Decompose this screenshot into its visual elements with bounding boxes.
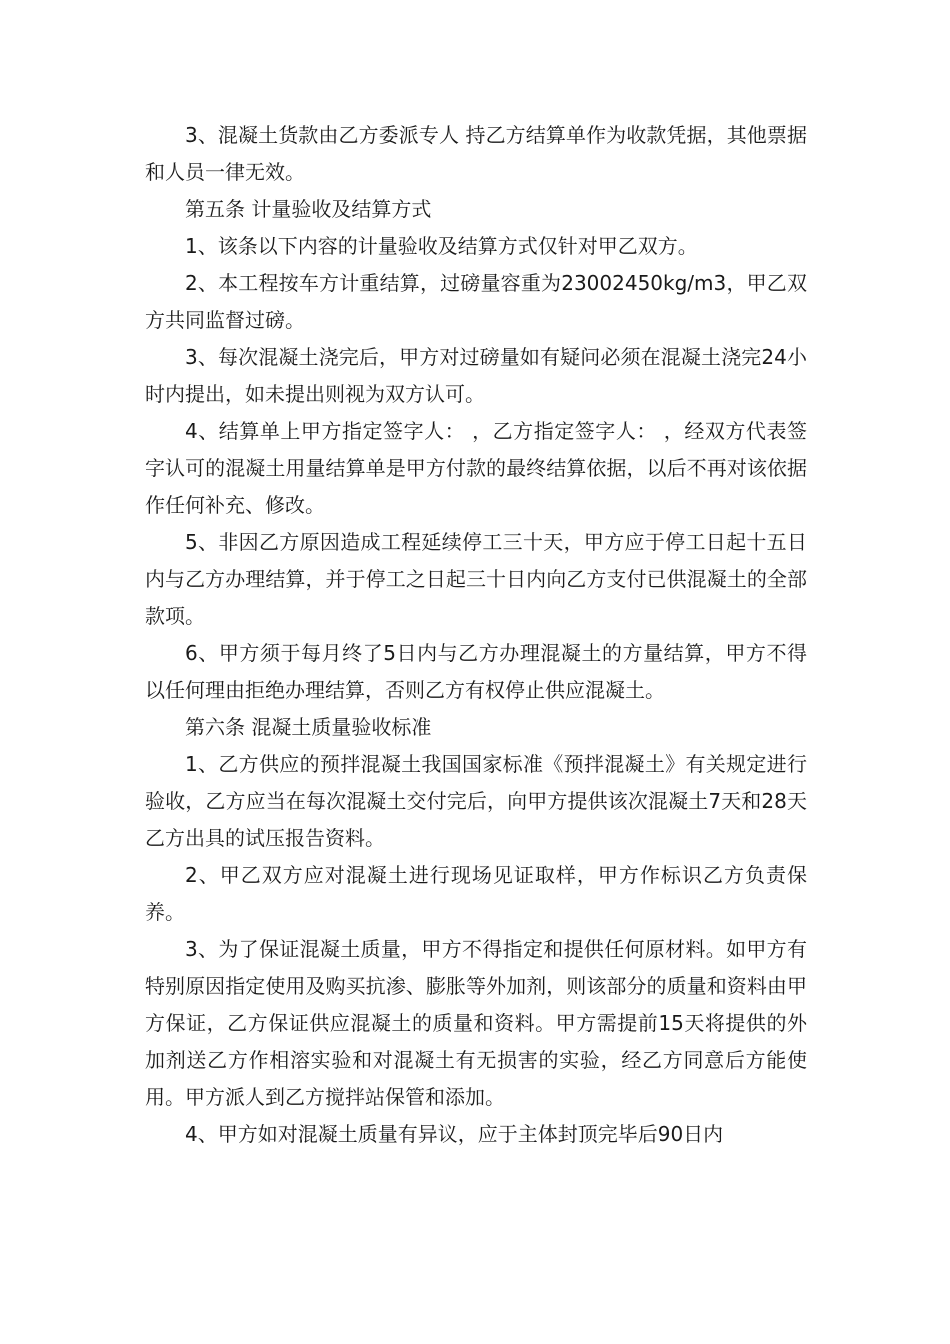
article-heading: 第五条 计量验收及结算方式 (185, 197, 432, 221)
clause-paragraph: 5、非因乙方原因造成工程延续停工三十天，甲方应于停工日起十五日内与乙方办理结算，并于停工之日起三十日内向乙方支付已供混凝土的全部款项。 (145, 530, 807, 628)
clause-paragraph: 3、每次混凝土浇完后，甲方对过磅量如有疑问必须在混凝土浇完24小时内提出，如未提出则视为双方认可。 (145, 345, 807, 406)
clause-paragraph: 4、结算单上甲方指定签字人： ，乙方指定签字人： ，经双方代表签字认可的混凝土用量结算单是甲方付款的最终结算依据，以后不再对该依据作任何补充、修改。 (145, 419, 807, 517)
clause-paragraph: 1、该条以下内容的计量验收及结算方式仅针对甲乙双方。 (185, 234, 698, 258)
clause-paragraph: 3、为了保证混凝土质量，甲方不得指定和提供任何原材料。如甲方有特别原因指定使用及购买抗渗、膨胀等外加剂，则该部分的质量和资料由甲方保证，乙方保证供应混凝土的质量和资料。甲方需提前15天将提供的外加剂送乙方作相溶实验和对混凝土有无损害的实验，经乙方同意后方能使用。甲方派人到乙方搅拌站保管和添加。 (145, 937, 807, 1109)
clause-paragraph: 2、本工程按车方计重结算，过磅量容重为23002450kg/m3，甲乙双方共同监督过磅。 (145, 271, 807, 332)
clause-paragraph: 2、甲乙双方应对混凝土进行现场见证取样，甲方作标识乙方负责保养。 (145, 863, 807, 924)
document-body (145, 117, 807, 1153)
clause-paragraph: 4、甲方如对混凝土质量有异议，应于主体封顶完毕后90日内 (185, 1122, 724, 1146)
article-heading: 第六条 混凝土质量验收标准 (185, 715, 432, 739)
clause-paragraph: 1、乙方供应的预拌混凝土我国国家标准《预拌混凝土》有关规定进行验收，乙方应当在每次混凝土交付完后，向甲方提供该次混凝土7天和28天乙方出具的试压报告资料。 (145, 752, 807, 850)
clause-paragraph: 6、甲方须于每月终了5日内与乙方办理混凝土的方量结算，甲方不得以任何理由拒绝办理结算，否则乙方有权停止供应混凝土。 (145, 641, 807, 702)
clause-paragraph: 3、混凝土货款由乙方委派专人 持乙方结算单作为收款凭据，其他票据和人员一律无效。 (145, 123, 807, 184)
